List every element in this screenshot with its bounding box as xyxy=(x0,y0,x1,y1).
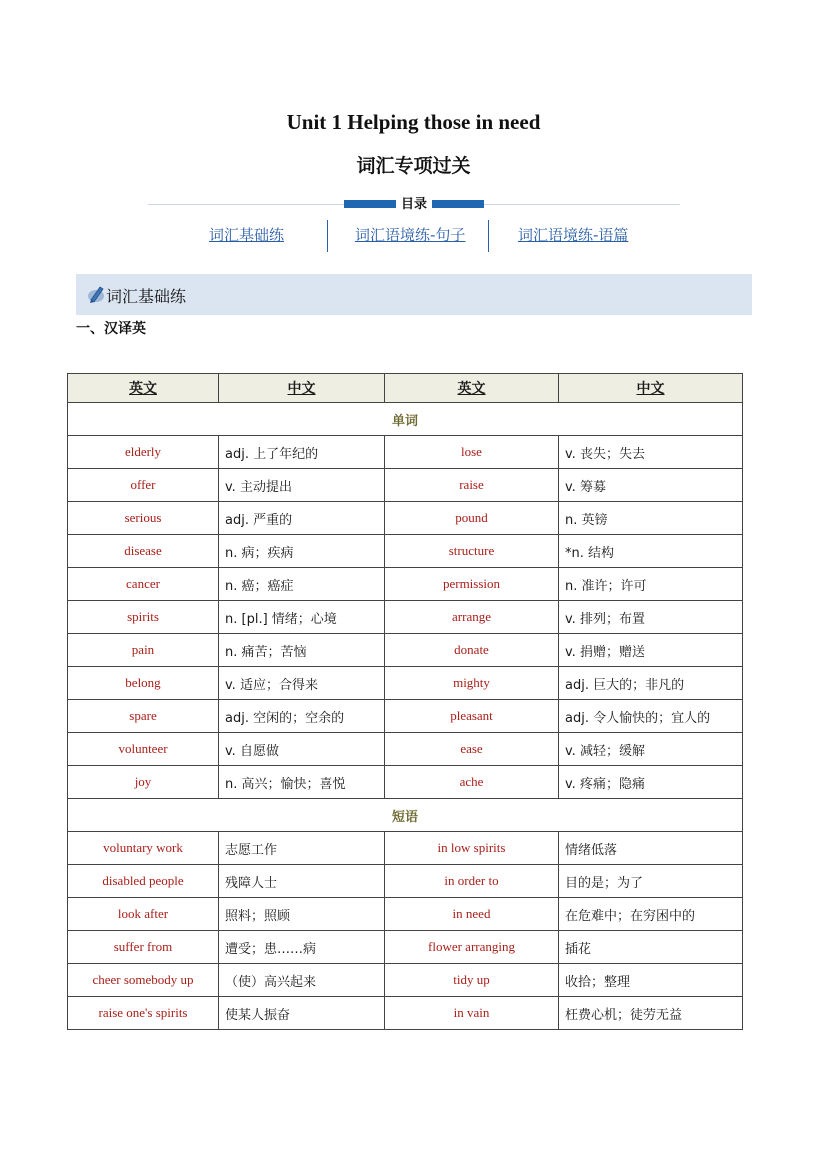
phrase-row xyxy=(68,865,743,898)
toc-bar-right xyxy=(428,200,484,208)
phrase-row xyxy=(68,832,743,865)
english-term: arrange xyxy=(385,601,559,634)
english-term: raise one's spirits xyxy=(68,997,219,1030)
word-row xyxy=(68,601,743,634)
word-row xyxy=(68,733,743,766)
words-group-label: 单词 xyxy=(68,403,743,436)
column-header-english: 英文 xyxy=(385,374,559,403)
english-term: volunteer xyxy=(68,733,219,766)
chinese-meaning: 残障人士 xyxy=(219,865,385,898)
column-header-chinese: 中文 xyxy=(559,374,743,403)
pen-icon xyxy=(86,284,106,304)
word-row xyxy=(68,568,743,601)
words-group-row xyxy=(68,403,743,436)
english-term: in need xyxy=(385,898,559,931)
english-term: in low spirits xyxy=(385,832,559,865)
chinese-meaning: 收拾；整理 xyxy=(559,964,743,997)
english-term: joy xyxy=(68,766,219,799)
chinese-meaning: 在危难中；在穷困中的 xyxy=(559,898,743,931)
word-row xyxy=(68,766,743,799)
english-term: tidy up xyxy=(385,964,559,997)
chinese-meaning: v. 适应；合得来 xyxy=(219,667,385,700)
phrase-row xyxy=(68,898,743,931)
english-term: belong xyxy=(68,667,219,700)
chinese-meaning: v. 主动提出 xyxy=(219,469,385,502)
chinese-meaning: v. 筹募 xyxy=(559,469,743,502)
english-term: ease xyxy=(385,733,559,766)
word-row xyxy=(68,436,743,469)
toc-separator xyxy=(327,220,328,252)
english-term: pleasant xyxy=(385,700,559,733)
english-term: elderly xyxy=(68,436,219,469)
chinese-meaning: n. 准许；许可 xyxy=(559,568,743,601)
chinese-meaning: v. 自愿做 xyxy=(219,733,385,766)
english-term: look after xyxy=(68,898,219,931)
chinese-meaning: v. 丧失；失去 xyxy=(559,436,743,469)
chinese-meaning: n. 病；疾病 xyxy=(219,535,385,568)
chinese-meaning: n. 痛苦；苦恼 xyxy=(219,634,385,667)
phrase-row xyxy=(68,964,743,997)
word-row xyxy=(68,634,743,667)
english-term: cancer xyxy=(68,568,219,601)
english-term: serious xyxy=(68,502,219,535)
english-term: raise xyxy=(385,469,559,502)
document-subtitle: 词汇专项过关 xyxy=(356,155,471,177)
chinese-meaning: v. 减轻；缓解 xyxy=(559,733,743,766)
english-term: flower arranging xyxy=(385,931,559,964)
section-header xyxy=(76,274,752,315)
chinese-meaning: n. 高兴；愉快；喜悦 xyxy=(219,766,385,799)
chinese-meaning: 情绪低落 xyxy=(559,832,743,865)
part-heading: 一、汉译英 xyxy=(76,321,146,337)
word-row xyxy=(68,502,743,535)
chinese-meaning: adj. 令人愉快的；宜人的 xyxy=(559,700,743,733)
toc-link-sentence[interactable]: 词汇语境练-句子 xyxy=(355,226,466,244)
phrase-row xyxy=(68,931,743,964)
english-term: pain xyxy=(68,634,219,667)
vocabulary-table xyxy=(67,373,743,1030)
english-term: spare xyxy=(68,700,219,733)
chinese-meaning: 照料；照顾 xyxy=(219,898,385,931)
document-title: Unit 1 Helping those in need xyxy=(286,110,541,134)
column-header-chinese: 中文 xyxy=(219,374,385,403)
chinese-meaning: adj. 巨大的；非凡的 xyxy=(559,667,743,700)
english-term: ache xyxy=(385,766,559,799)
english-term: lose xyxy=(385,436,559,469)
section-title: 词汇基础练 xyxy=(106,287,187,306)
phrases-group-row xyxy=(68,799,743,832)
english-term: in order to xyxy=(385,865,559,898)
english-term: spirits xyxy=(68,601,219,634)
english-term: disease xyxy=(68,535,219,568)
chinese-meaning: 插花 xyxy=(559,931,743,964)
english-term: donate xyxy=(385,634,559,667)
chinese-meaning: （使）高兴起来 xyxy=(219,964,385,997)
english-term: suffer from xyxy=(68,931,219,964)
chinese-meaning: n. 英镑 xyxy=(559,502,743,535)
phrase-row xyxy=(68,997,743,1030)
chinese-meaning: 遭受；患……病 xyxy=(219,931,385,964)
english-term: cheer somebody up xyxy=(68,964,219,997)
phrases-group-label: 短语 xyxy=(68,799,743,832)
english-term: mighty xyxy=(385,667,559,700)
chinese-meaning: v. 排列；布置 xyxy=(559,601,743,634)
toc-link-passage[interactable]: 词汇语境练-语篇 xyxy=(518,226,629,244)
english-term: in vain xyxy=(385,997,559,1030)
word-row xyxy=(68,535,743,568)
chinese-meaning: 枉费心机；徒劳无益 xyxy=(559,997,743,1030)
chinese-meaning: 使某人振奋 xyxy=(219,997,385,1030)
word-row xyxy=(68,700,743,733)
english-term: permission xyxy=(385,568,559,601)
english-term: offer xyxy=(68,469,219,502)
column-header-english: 英文 xyxy=(68,374,219,403)
word-row xyxy=(68,667,743,700)
toc-label: 目录 xyxy=(396,193,432,212)
table-body xyxy=(68,403,743,1030)
chinese-meaning: *n. 结构 xyxy=(559,535,743,568)
chinese-meaning: adj. 空闲的；空余的 xyxy=(219,700,385,733)
chinese-meaning: 志愿工作 xyxy=(219,832,385,865)
chinese-meaning: n. [pl.] 情绪；心境 xyxy=(219,601,385,634)
word-row xyxy=(68,469,743,502)
chinese-meaning: adj. 上了年纪的 xyxy=(219,436,385,469)
chinese-meaning: v. 疼痛；隐痛 xyxy=(559,766,743,799)
english-term: disabled people xyxy=(68,865,219,898)
toc-link-basic[interactable]: 词汇基础练 xyxy=(209,226,285,244)
table-header-row xyxy=(68,374,743,403)
toc-separator xyxy=(488,220,489,252)
chinese-meaning: n. 癌；癌症 xyxy=(219,568,385,601)
english-term: voluntary work xyxy=(68,832,219,865)
chinese-meaning: 目的是；为了 xyxy=(559,865,743,898)
english-term: structure xyxy=(385,535,559,568)
chinese-meaning: v. 捐赠；赠送 xyxy=(559,634,743,667)
chinese-meaning: adj. 严重的 xyxy=(219,502,385,535)
english-term: pound xyxy=(385,502,559,535)
toc-bar-left xyxy=(344,200,400,208)
